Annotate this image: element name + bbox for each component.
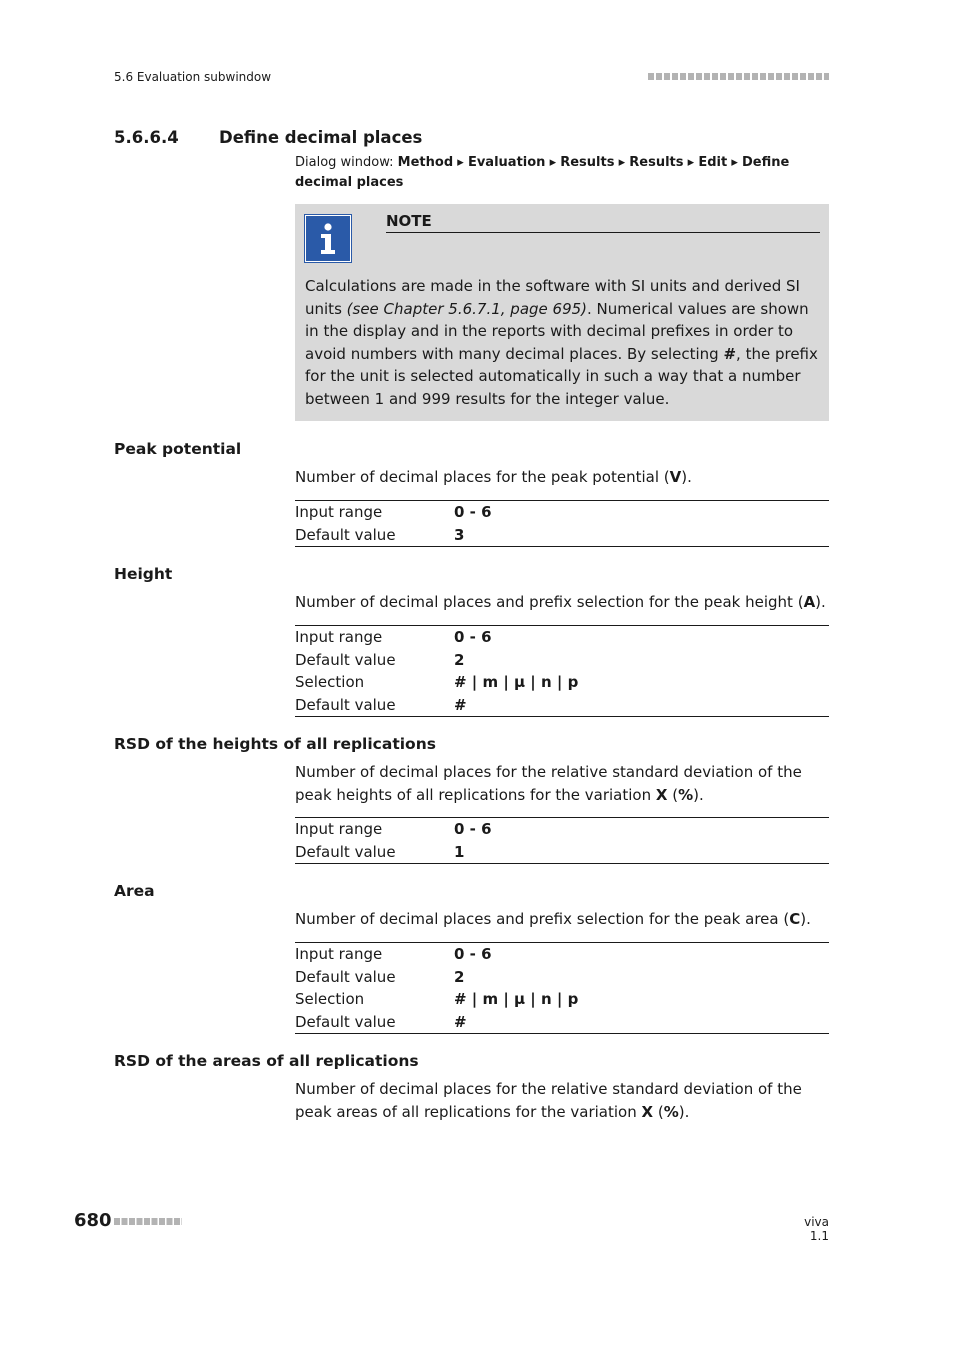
section-title: Define decimal places: [219, 128, 423, 147]
header-decoration: [648, 73, 829, 80]
dialog-path-item: Results: [560, 155, 615, 170]
note-text: [305, 275, 823, 411]
desc-text: ).: [681, 468, 692, 486]
running-header: 5.6 Evaluation subwindow: [114, 70, 272, 84]
row-value: #: [454, 1012, 467, 1031]
table-row: [295, 818, 829, 841]
desc-text: ).: [678, 1102, 690, 1121]
row-label: Selection: [295, 673, 365, 692]
row-value: 2: [454, 967, 465, 986]
desc-text: Number of decimal places for the peak potential (: [295, 468, 670, 486]
dialog-path-item: Results: [629, 155, 684, 170]
footer-decoration: [114, 1218, 182, 1225]
page-number: 680: [74, 1210, 112, 1231]
row-value: 3: [454, 525, 465, 544]
dialog-path-item: Method: [397, 155, 454, 170]
desc-text: Number of decimal places for the relative standard deviation of the peak heights of all replications for the variation: [295, 763, 802, 804]
row-label: Default value: [295, 525, 396, 544]
param-description: [295, 761, 829, 806]
row-label: Input range: [295, 820, 383, 838]
param-table: [295, 942, 829, 1034]
dialog-path-item: Edit: [698, 155, 728, 170]
dialog-path-item: Define decimal places: [295, 155, 790, 190]
table-row: [295, 988, 829, 1011]
row-value: 0 - 6: [454, 820, 492, 838]
desc-text: Number of decimal places for the relative standard deviation of the peak areas of all replications for the variation: [295, 1080, 802, 1121]
table-row: [295, 841, 829, 864]
arrow-icon: ▸: [731, 155, 738, 170]
table-row: [295, 694, 829, 717]
param-table: [295, 817, 829, 864]
table-row: [295, 1011, 829, 1034]
param-heading-rsd-areas: RSD of the areas of all replications: [114, 1052, 419, 1070]
dialog-path-prefix: Dialog window:: [295, 155, 398, 170]
hash-symbol: #: [723, 344, 737, 363]
param-heading-area: Area: [114, 882, 155, 900]
table-row: [295, 626, 829, 649]
row-label: Selection: [295, 990, 365, 1009]
row-label: Default value: [295, 650, 396, 669]
note-text-part: Calculations are made in the software with SI units and derived SI units: [305, 277, 800, 318]
desc-text: (: [653, 1102, 664, 1121]
desc-text: ).: [800, 910, 811, 928]
row-label: Default value: [295, 1012, 396, 1031]
variable-symbol: X: [655, 785, 668, 804]
section-number: 5.6.6.4: [114, 128, 179, 147]
row-value: 0 - 6: [454, 503, 492, 521]
dialog-path-item: Evaluation: [467, 155, 546, 170]
desc-text: Number of decimal places and prefix selection for the peak area (: [295, 910, 790, 928]
unit-symbol: %: [678, 785, 694, 804]
unit-symbol: V: [669, 468, 682, 486]
param-table: [295, 625, 829, 717]
row-label: Input range: [295, 945, 383, 963]
note-title: NOTE: [386, 212, 820, 233]
param-description: [295, 591, 829, 614]
row-label: Input range: [295, 628, 383, 646]
param-table: [295, 500, 829, 547]
param-heading-height: Height: [114, 565, 173, 583]
variable-symbol: X: [641, 1102, 654, 1121]
param-description: [295, 466, 829, 489]
table-row: [295, 524, 829, 547]
row-label: Default value: [295, 842, 396, 861]
unit-symbol: A: [803, 593, 816, 611]
row-value: 2: [454, 650, 465, 669]
table-row: [295, 501, 829, 524]
desc-text: (: [667, 785, 679, 804]
table-row: [295, 671, 829, 694]
row-label: Default value: [295, 695, 396, 714]
param-description: [295, 1078, 829, 1123]
arrow-icon: ▸: [618, 155, 626, 170]
dialog-path: [295, 153, 829, 193]
info-icon: [305, 215, 351, 262]
chapter-reference[interactable]: (see Chapter 5.6.7.1, page 695): [346, 299, 588, 318]
row-value: #: [454, 695, 467, 714]
param-heading-rsd-heights: RSD of the heights of all replications: [114, 735, 436, 753]
desc-text: Number of decimal places and prefix selection for the peak height (: [295, 593, 804, 611]
arrow-icon: ▸: [457, 155, 464, 170]
row-value: 1: [454, 842, 465, 861]
unit-symbol: C: [789, 910, 801, 928]
row-label: Input range: [295, 503, 383, 521]
desc-text: ).: [815, 593, 826, 611]
arrow-icon: ▸: [549, 155, 557, 170]
table-row: [295, 943, 829, 966]
table-row: [295, 966, 829, 989]
param-description: [295, 908, 829, 931]
product-name: viva 1.1: [804, 1215, 829, 1243]
table-row: [295, 649, 829, 672]
note-text-part: , the prefix for the unit is selected automatically in such a way that a number between 1 and 999 results for the integer value.: [305, 344, 818, 408]
unit-symbol: %: [663, 1102, 679, 1121]
row-value: 0 - 6: [454, 945, 492, 963]
desc-text: ).: [693, 785, 704, 804]
note-text-part: . Numerical values are shown in the display and in the reports with decimal prefixes in order to avoid numbers with many decimal places. By selecting: [305, 299, 809, 363]
row-value: 0 - 6: [454, 628, 492, 646]
row-label: Default value: [295, 967, 396, 986]
arrow-icon: ▸: [687, 155, 695, 170]
row-value: # | m | µ | n | p: [454, 673, 579, 692]
param-heading-peak-potential: Peak potential: [114, 440, 242, 458]
row-value: # | m | µ | n | p: [454, 990, 579, 1009]
